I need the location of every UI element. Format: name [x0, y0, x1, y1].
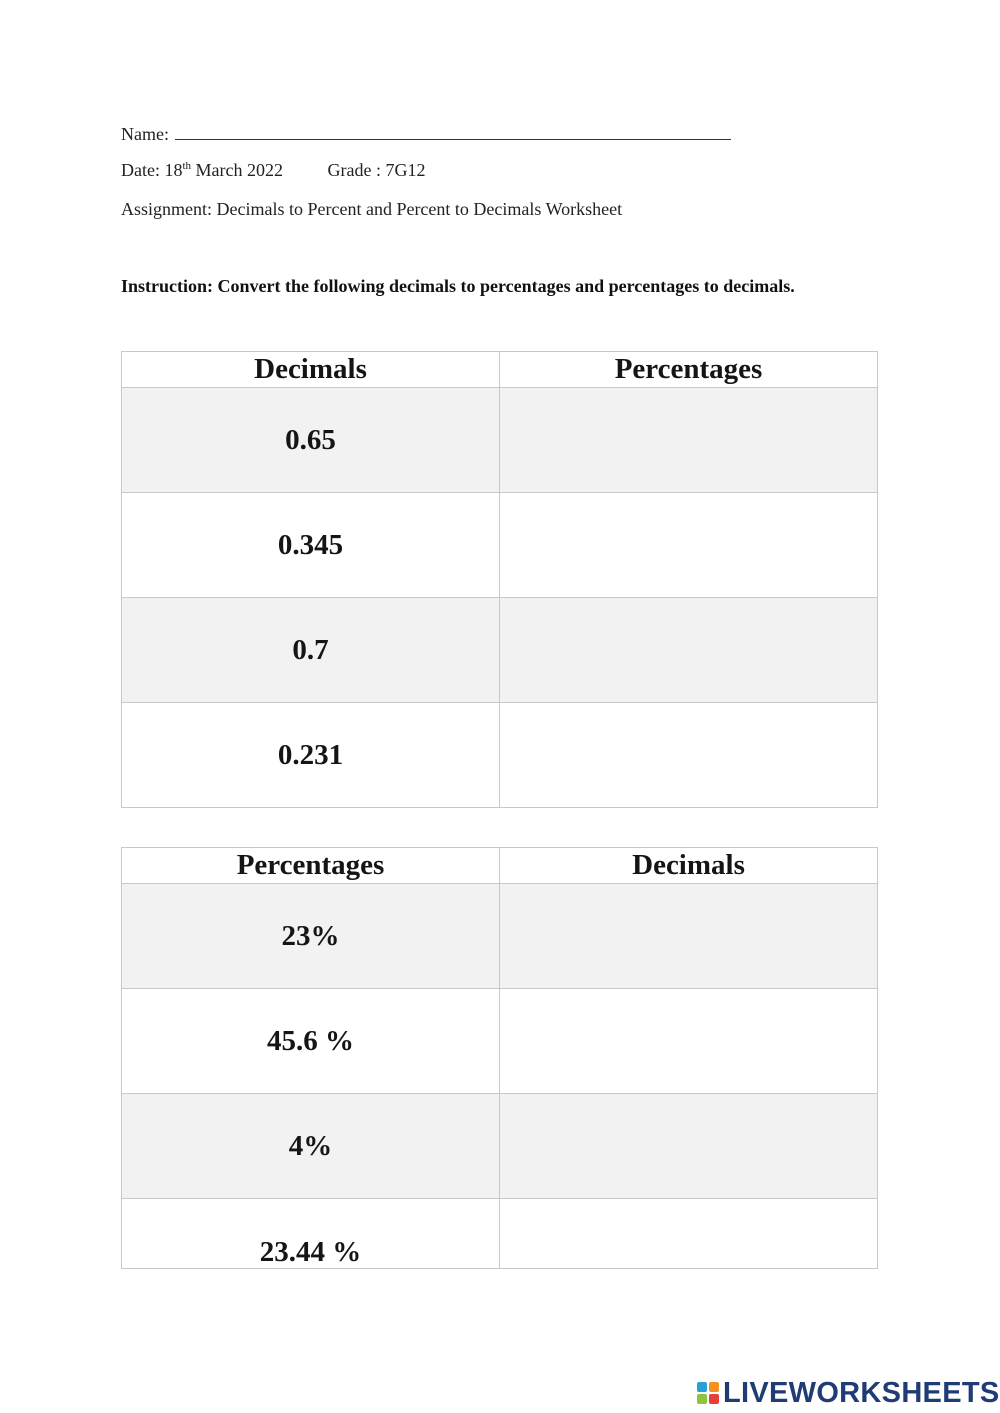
question-cell: [122, 1199, 500, 1269]
question-text: 23.44 %: [259, 1236, 362, 1268]
table-row: [122, 1199, 878, 1269]
liveworksheets-logo[interactable]: [697, 1377, 1000, 1409]
question-cell: 45.6 %: [122, 989, 500, 1094]
name-blank-line[interactable]: [175, 121, 731, 140]
col-header-decimals: Decimals: [500, 848, 878, 884]
answer-cell[interactable]: [500, 598, 878, 703]
date-grade-line: [121, 159, 426, 181]
answer-cell[interactable]: [500, 1094, 878, 1199]
table-header-row: [122, 848, 878, 884]
table-header-row: [122, 352, 878, 388]
answer-cell[interactable]: [500, 884, 878, 989]
logo-square-blue: [697, 1382, 707, 1392]
name-label: Name:: [121, 124, 169, 144]
col-header-percentages: Percentages: [122, 848, 500, 884]
question-cell: 0.345: [122, 493, 500, 598]
logo-square-green: [697, 1394, 707, 1404]
date-label: Date: 18: [121, 160, 183, 180]
answer-cell[interactable]: [500, 493, 878, 598]
table-row: [122, 598, 878, 703]
question-cell: 0.7: [122, 598, 500, 703]
instruction-text: Instruction: Convert the following decimals to percentages and percentages to decimals.: [121, 276, 795, 296]
col-header-decimals: Decimals: [122, 352, 500, 388]
answer-cell[interactable]: [500, 1199, 878, 1269]
question-cell: 23%: [122, 884, 500, 989]
liveworksheets-logo-icon: [697, 1382, 719, 1404]
answer-cell[interactable]: [500, 388, 878, 493]
question-cell: 0.65: [122, 388, 500, 493]
date-rest: March 2022: [191, 160, 284, 180]
question-cell: 4%: [122, 1094, 500, 1199]
table-row: [122, 388, 878, 493]
answer-cell[interactable]: [500, 703, 878, 808]
logo-square-red: [709, 1394, 719, 1404]
grade-label: Grade : 7G12: [327, 160, 426, 180]
date-ordinal: th: [182, 160, 192, 172]
table-row: [122, 703, 878, 808]
percent-to-decimals-table: [121, 847, 878, 1269]
name-field: [121, 121, 731, 145]
col-header-percentages: Percentages: [500, 352, 878, 388]
table-row: [122, 493, 878, 598]
assignment-title: Assignment: Decimals to Percent and Percent to Decimals Worksheet: [121, 199, 623, 219]
table-row: [122, 884, 878, 989]
decimals-to-percent-table: [121, 351, 878, 808]
table-row: [122, 1094, 878, 1199]
question-cell: 0.231: [122, 703, 500, 808]
table-row: [122, 989, 878, 1094]
logo-square-orange: [709, 1382, 719, 1392]
logo-text: LIVEWORKSHEETS: [723, 1376, 1000, 1409]
answer-cell[interactable]: [500, 989, 878, 1094]
